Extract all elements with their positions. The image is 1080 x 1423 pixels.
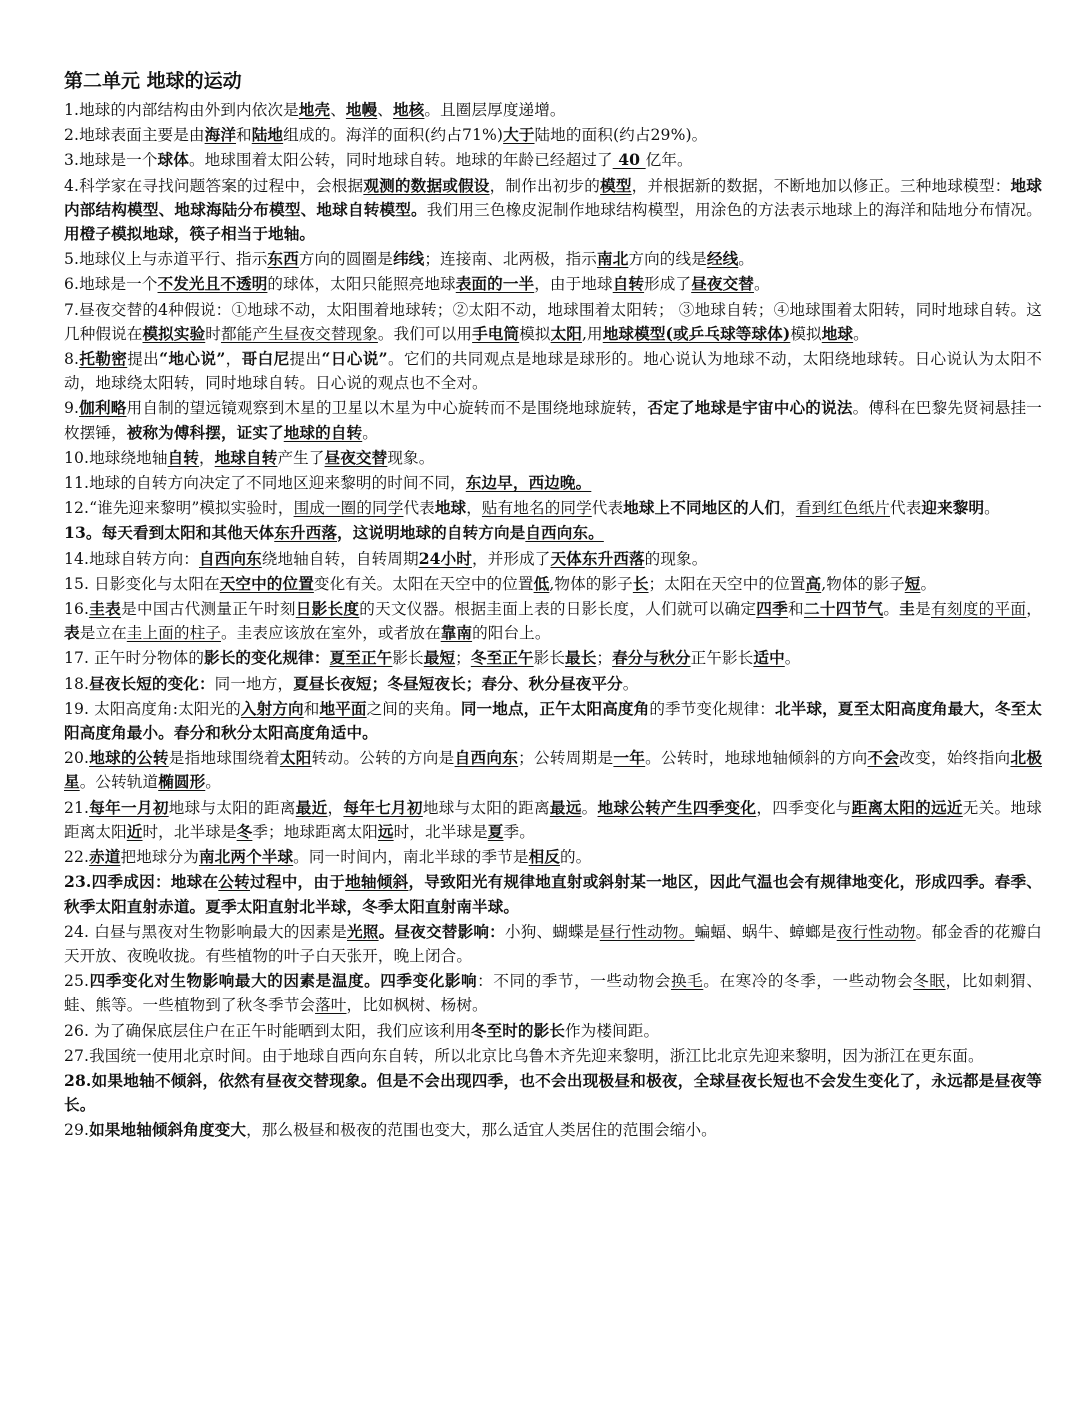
- text-segment: ，那么极昼和极夜的范围也变大，那么适宜人类居住的范围会缩小。: [246, 1121, 717, 1140]
- text-segment: 过程中，由于: [250, 872, 346, 892]
- text-segment: 作为楼间距。: [564, 1021, 660, 1040]
- text-segment: 6.地球是一个: [64, 275, 158, 294]
- text-segment: 东升西落: [274, 523, 338, 543]
- text-segment: ，: [225, 350, 242, 369]
- text-segment: 。公转轨道: [79, 773, 159, 792]
- text-segment: 东边早，西边晚。: [465, 473, 592, 493]
- text-segment: 地球与太阳的距离: [422, 798, 550, 817]
- text-segment: 影长: [533, 649, 566, 668]
- list-item: [64, 845, 1042, 869]
- text-segment: 26. 为了确保底层住户在正午时能晒到太阳，我们应该利用: [64, 1021, 471, 1040]
- text-segment: 19. 太阳高度角:太阳光的: [64, 699, 241, 718]
- text-segment: 转动。公转的方向是: [311, 749, 455, 768]
- text-segment: 入射方向: [240, 698, 304, 718]
- text-segment: 模型: [600, 175, 632, 195]
- text-segment: 变化有关。太阳在天空中的位置: [313, 574, 534, 593]
- text-segment: 托勒密: [79, 349, 128, 369]
- text-segment: 地球上不同地区的人们: [623, 498, 781, 518]
- text-segment: 之间的夹角。: [366, 699, 461, 718]
- text-segment: “地心说”: [159, 349, 226, 369]
- text-segment: 。圭表应该放在室外，或者放在: [220, 624, 441, 643]
- list-item: [64, 572, 1042, 596]
- text-segment: 地球内部结构模型、地球海陆分布模型、地球自转模型。: [64, 175, 1042, 219]
- text-segment: 代表: [890, 499, 922, 518]
- text-segment: 14.地球自转方向：: [64, 549, 199, 568]
- list-item: [64, 697, 1042, 745]
- list-item: [64, 123, 1042, 147]
- text-segment: 组成的。海洋的面积(约占71%): [283, 126, 504, 145]
- text-segment: 。: [738, 250, 754, 269]
- text-segment: ；: [455, 649, 471, 668]
- text-segment: 北半球，夏至太阳高度角最大，冬至太阳高度角最小。春分和秋分太阳高度角适中。: [64, 698, 1042, 743]
- text-segment: 贴有地名的同学: [481, 499, 592, 518]
- text-segment: 季。: [503, 822, 535, 841]
- text-segment: 模拟: [519, 324, 551, 343]
- text-segment: 12.“谁先迎来黎明”模拟实验时，: [64, 499, 294, 518]
- text-segment: 7.昼夜交替的4种假说：①地球不动，太阳围着地球转；②太阳不动，地球围着太阳转； ③地球自转；④地球围着太阳转，同时地球自转。这几种假说在: [64, 300, 1042, 343]
- text-segment: 和: [788, 600, 804, 619]
- text-segment: 的现象。: [644, 549, 708, 568]
- text-segment: ，: [1026, 600, 1042, 619]
- text-segment: 海洋: [204, 125, 237, 145]
- text-segment: 地球与太阳的距离: [168, 798, 296, 817]
- text-segment: 时，北半球是: [393, 822, 488, 841]
- list-item: [64, 148, 1042, 172]
- text-segment: 。: [622, 674, 639, 693]
- list-item: [64, 272, 1042, 296]
- list-item: [64, 471, 1042, 495]
- text-segment: 长: [632, 573, 649, 593]
- text-segment: 。同一时间内，南北半球的季节是: [293, 848, 529, 867]
- text-segment: 和: [303, 699, 320, 718]
- text-segment: 地球自转: [214, 447, 278, 467]
- unit-title: 第二单元 地球的运动: [64, 70, 242, 92]
- text-segment: ,物体的影子: [821, 574, 905, 593]
- text-segment: 40: [612, 150, 646, 170]
- text-segment: 18.: [64, 674, 90, 693]
- text-segment: 每年七月初: [343, 797, 423, 817]
- text-segment: 代表: [403, 499, 435, 518]
- list-item: [64, 247, 1042, 271]
- text-segment: ，: [780, 499, 796, 518]
- text-segment: 冬至正午: [470, 648, 534, 668]
- text-segment: 夏: [487, 821, 504, 841]
- text-segment: 现象。: [387, 448, 435, 467]
- text-segment: 球体: [157, 150, 189, 170]
- text-segment: 东西: [267, 249, 299, 269]
- text-segment: 23.四季成因：地球在: [64, 872, 219, 892]
- text-segment: 方向的圆圈是: [298, 250, 393, 269]
- text-segment: 4.科学家在寻找问题答案的过程中，会根据: [64, 176, 364, 195]
- text-segment: 20.: [64, 749, 90, 768]
- list-item: [64, 969, 1042, 1017]
- text-segment: 。: [984, 499, 1000, 518]
- text-segment: ；公转周期是: [518, 749, 614, 768]
- list-item: [64, 174, 1042, 247]
- text-segment: 近: [126, 821, 143, 841]
- text-segment: ，并根据新的数据，不断地加以修正。三种地球模型：: [631, 176, 1011, 195]
- text-segment: 和: [236, 126, 252, 145]
- text-segment: 是: [915, 600, 932, 619]
- text-segment: 北极星: [64, 748, 1043, 792]
- list-item: [64, 98, 1042, 122]
- text-segment: 3.地球是一个: [64, 151, 158, 170]
- text-segment: 四季变化对生物影响最大的因素是温度。四季变化影响: [89, 971, 478, 991]
- text-segment: 表面的一半: [455, 274, 535, 294]
- list-item: [64, 521, 1042, 545]
- text-segment: 29.: [64, 1121, 90, 1140]
- text-segment: 改变，始终指向: [899, 749, 1011, 768]
- text-segment: 1.地球的内部结构由外到内依次是: [64, 101, 299, 119]
- text-segment: 。: [883, 600, 900, 619]
- text-segment: 小狗、蝴蝶是: [504, 922, 600, 941]
- text-segment: 换毛: [670, 972, 704, 991]
- text-segment: ，导致阳光有规律地直射或斜射某一地区，因此气温也会有规律地变化，形成四季。春季、秋季太阳直射赤道。夏季太阳直射北半球，冬季太阳直射南半球。: [64, 872, 1042, 916]
- text-segment: 距离太阳的远近: [851, 797, 963, 817]
- text-segment: 产生了: [277, 448, 325, 467]
- text-segment: 。郁金香的花瓣白天开放、夜晚收拢。有些植物的叶子白天张开，晚上闭合。: [64, 922, 1042, 965]
- text-segment: 纬线: [392, 249, 425, 269]
- text-segment: ，比如枫树、杨树。: [346, 996, 488, 1015]
- text-segment: 蝙蝠、蜗牛、蟑螂是: [694, 922, 837, 941]
- text-segment: 16.: [64, 600, 90, 619]
- text-segment: 。且圈层厚度递增。: [424, 101, 566, 119]
- text-segment: 时: [205, 324, 221, 343]
- text-segment: 一年: [613, 748, 646, 768]
- list-item: [64, 920, 1042, 968]
- list-item: [64, 646, 1042, 670]
- text-segment: ,物体的影子: [549, 574, 633, 593]
- text-segment: 是中国古代测量正午时刻: [121, 600, 296, 619]
- text-segment: 自西向东: [454, 748, 519, 768]
- list-item: [64, 1019, 1042, 1043]
- text-segment: 5.地球仪上与赤道平行、指示: [64, 250, 268, 269]
- text-segment: ；连接南、北两极，指示: [424, 250, 597, 269]
- text-segment: 。昼夜交替影响：: [378, 921, 505, 941]
- list-item: [64, 347, 1042, 395]
- text-segment: 太阳: [550, 323, 582, 343]
- text-segment: 不会: [867, 748, 900, 768]
- text-segment: 用橙子模拟地球，筷子相当于地轴。: [64, 224, 316, 244]
- list-item: [64, 547, 1042, 571]
- text-segment: 自西向东: [198, 548, 262, 568]
- text-segment: 9.: [64, 399, 80, 418]
- text-segment: 昼行性动物。: [599, 922, 695, 941]
- text-segment: 、: [377, 101, 393, 119]
- text-segment: 否定了地球是宇宙中心的说法: [647, 398, 853, 418]
- text-segment: 的阳台上。: [472, 624, 551, 643]
- text-segment: ，: [327, 798, 344, 817]
- text-segment: 24. 白昼与黑夜对生物影响最大的因素是: [64, 922, 347, 941]
- text-segment: 地壳: [298, 100, 331, 119]
- text-segment: 地核: [392, 100, 425, 119]
- text-segment: 。: [853, 324, 869, 343]
- text-segment: 如果地轴倾斜角度变大: [89, 1120, 247, 1140]
- text-segment: 地球: [821, 323, 854, 343]
- text-segment: 亿年。: [645, 151, 693, 170]
- text-segment: 。: [581, 798, 598, 817]
- list-item: [64, 298, 1042, 346]
- text-segment: 最近: [295, 797, 328, 817]
- text-segment: 。公转时，地球地轴倾斜的方向: [645, 749, 868, 768]
- text-segment: 冬至时的影长: [470, 1020, 565, 1040]
- text-segment: 24小时: [418, 548, 472, 568]
- text-segment: 昼夜交替: [691, 274, 754, 294]
- text-segment: 都能产生昼夜交替现象: [220, 324, 378, 343]
- text-segment: ，并形成了: [472, 549, 551, 568]
- list-item: [64, 1044, 1042, 1068]
- text-segment: 看到红色纸片: [795, 499, 890, 518]
- text-segment: ,用: [581, 324, 603, 343]
- text-segment: 陆地: [251, 125, 284, 145]
- text-segment: 提出: [289, 350, 322, 369]
- text-segment: 太阳: [279, 748, 312, 768]
- text-segment: 相反: [528, 847, 560, 867]
- text-segment: 大于: [503, 125, 535, 145]
- text-segment: 高: [805, 573, 822, 593]
- text-segment: 的季节变化规律：: [649, 699, 775, 718]
- text-segment: 夏昼长夜短；冬昼短夜长；春分、秋分昼夜平分: [293, 673, 623, 693]
- text-segment: 南北两个半球: [198, 847, 294, 867]
- text-segment: 。它们的共同观点是地球是球形的。地心说认为地球不动，太阳绕地球转。日心说认为太阳不动，地球绕太阳转，同时地球自转。日心说的观点也不全对。: [64, 350, 1042, 393]
- text-segment: ，: [466, 499, 482, 518]
- text-segment: 。: [205, 773, 221, 792]
- list-item: [64, 597, 1042, 645]
- text-segment: 短: [904, 573, 921, 593]
- text-segment: 正午影长: [690, 649, 754, 668]
- text-segment: 我们用三色橡皮泥制作地球结构模型，用涂色的方法表示地球上的海洋和陆地分布情况。: [426, 200, 1042, 219]
- text-segment: 27.我国统一使用北京时间。由于地球自西向东自转，所以北京比乌鲁木齐先迎来黎明，浙江比北京先迎来黎明，因为浙江在更东面。: [64, 1046, 984, 1065]
- text-segment: 。: [920, 574, 937, 593]
- text-segment: 迎来黎明: [921, 498, 985, 518]
- text-segment: 模拟: [790, 324, 822, 343]
- text-segment: 不发光且不透明: [157, 274, 268, 294]
- text-segment: 17. 正午时分物体的: [64, 649, 205, 668]
- text-segment: 四季: [756, 599, 789, 619]
- text-segment: ，比如刺猬、蛙、熊等。一些植物到了秋冬季节会: [64, 972, 1043, 1015]
- text-segment: 。在寒冷的冬季，一些动物会: [703, 972, 914, 991]
- list-item: [64, 1069, 1042, 1117]
- text-segment: 地球: [434, 498, 467, 518]
- text-segment: ；太阳在天空中的位置: [648, 574, 806, 593]
- text-segment: 、: [330, 101, 346, 119]
- text-segment: 的球体，太阳只能照亮地球: [267, 275, 456, 294]
- text-segment: 同一地点，正午太阳高度角: [460, 698, 650, 718]
- knowledge-list: [64, 98, 1042, 1143]
- text-segment: 地球的自转: [283, 422, 363, 442]
- text-segment: 落叶: [315, 996, 347, 1015]
- text-segment: ，由于地球: [534, 275, 613, 294]
- text-segment: 远: [377, 821, 394, 841]
- list-item: [64, 396, 1042, 444]
- text-segment: 靠南: [440, 623, 473, 643]
- text-segment: 提出: [127, 350, 160, 369]
- text-segment: 圭上面的柱子: [126, 624, 221, 643]
- text-segment: 地幔: [345, 100, 378, 119]
- text-segment: 无关。地球距离太阳: [64, 798, 1042, 841]
- text-segment: 每年一月初: [89, 797, 169, 817]
- text-segment: ；: [596, 649, 613, 668]
- text-segment: 8.: [64, 350, 80, 369]
- text-segment: 地球模型(或乒乓球等球体): [602, 323, 791, 343]
- text-segment: ，这说明地球的自转方向是: [337, 523, 526, 543]
- text-segment: 模拟实验: [142, 323, 206, 343]
- text-segment: 自转: [612, 274, 645, 294]
- list-item: [64, 796, 1042, 844]
- text-segment: 低: [533, 573, 550, 593]
- text-segment: 观测的数据或假设: [363, 175, 490, 195]
- text-segment: 昼夜长短的变化：: [89, 673, 215, 693]
- text-segment: 地平面: [319, 698, 367, 718]
- list-item: [64, 672, 1042, 696]
- text-segment: 把地球分为: [120, 848, 199, 867]
- text-segment: 圭表: [89, 599, 122, 619]
- text-segment: 28.如果地轴不倾斜，依然有昼夜交替现象。但是不会出现四季，也不会出现极昼和极夜，全球昼夜长短也不会发生变化了，永远都是昼夜等长。: [64, 1070, 1042, 1115]
- text-segment: 的。: [559, 848, 592, 867]
- text-segment: 。: [753, 275, 770, 294]
- text-segment: 影长的变化规律：: [204, 648, 330, 668]
- text-segment: 用自制的望远镜观察到木星的卫星以木星为中心旋转而不是围绕地球旋转，: [126, 399, 648, 418]
- text-segment: 方向的线是: [628, 250, 707, 269]
- text-segment: 赤道: [89, 847, 121, 867]
- text-segment: 手电筒: [472, 323, 520, 343]
- text-segment: 2.地球表面主要是由: [64, 126, 205, 145]
- text-segment: 昼夜交替: [324, 447, 388, 467]
- text-segment: 21.: [64, 798, 90, 817]
- text-segment: 影长: [392, 649, 424, 668]
- text-segment: 有刻度的平面: [931, 600, 1027, 619]
- text-segment: 冬: [236, 821, 253, 841]
- text-segment: 日影长度: [295, 599, 360, 619]
- text-segment: 最远: [549, 797, 582, 817]
- text-segment: 冬眠: [913, 972, 946, 991]
- text-segment: 25.: [64, 972, 90, 991]
- text-segment: 光照: [347, 921, 379, 941]
- text-segment: 22.: [64, 848, 90, 867]
- text-segment: 自转: [167, 447, 199, 467]
- text-segment: 。我们可以用: [377, 324, 473, 343]
- text-segment: 13。每天看到太阳和其他天体: [64, 523, 275, 543]
- text-segment: 最短: [423, 648, 456, 668]
- text-segment: 夏至正午: [329, 648, 393, 668]
- list-item: [64, 870, 1042, 918]
- text-segment: 地球的公转: [89, 748, 169, 768]
- list-item: [64, 1118, 1042, 1142]
- text-segment: 形成了: [644, 275, 692, 294]
- text-segment: 10.地球绕地轴: [64, 448, 168, 467]
- text-segment: ，制作出初步的: [489, 176, 601, 195]
- text-segment: 陆地的面积(约占29%)。: [534, 126, 708, 145]
- text-segment: 南北: [597, 249, 629, 269]
- text-segment: 表: [64, 623, 80, 643]
- text-segment: 时，北半球是: [142, 822, 237, 841]
- text-segment: 哥白尼: [241, 349, 290, 369]
- text-segment: 围成一圈的同学: [293, 499, 404, 518]
- text-segment: 代表: [591, 499, 624, 518]
- text-segment: 最长: [565, 648, 597, 668]
- text-segment: ：不同的季节，一些动物会: [477, 972, 671, 991]
- text-segment: 地球公转产生四季变化: [597, 797, 757, 817]
- text-segment: 适中: [753, 648, 785, 668]
- text-segment: 同一地方，: [214, 674, 294, 693]
- text-segment: 11.地球的自转方向决定了不同地区迎来黎明的时间不同，: [64, 474, 466, 493]
- text-segment: 。地球围着太阳公转，同时地球自转。地球的年龄已经超过了: [188, 151, 613, 170]
- text-segment: 圭: [899, 599, 916, 619]
- text-segment: 是指地球围绕着: [168, 749, 280, 768]
- text-segment: 地轴倾斜: [345, 872, 409, 892]
- text-segment: 公转: [218, 872, 251, 892]
- text-segment: ，: [198, 448, 215, 467]
- text-segment: “日心说”: [321, 349, 388, 369]
- text-segment: 伽利略: [79, 398, 127, 418]
- text-segment: 夜行性动物: [836, 922, 916, 941]
- text-segment: 。: [784, 649, 801, 668]
- list-item: [64, 746, 1042, 794]
- text-segment: 天空中的位置: [219, 573, 314, 593]
- text-segment: 经线: [706, 249, 739, 269]
- text-segment: 春分与秋分: [612, 648, 691, 668]
- text-segment: 二十四节气: [803, 599, 884, 619]
- text-segment: ，四季变化与: [756, 798, 852, 817]
- text-segment: 天体东升西落: [550, 548, 645, 568]
- text-segment: 的天文仪器。根据圭面上表的日影长度，人们就可以确定: [359, 600, 757, 619]
- text-segment: 。: [362, 423, 378, 442]
- list-item: [64, 446, 1042, 470]
- text-segment: 是立在: [79, 624, 127, 643]
- text-segment: 被称为傅科摆，证实了: [126, 422, 284, 442]
- list-item: [64, 496, 1042, 520]
- text-segment: 椭圆形: [158, 772, 206, 792]
- text-segment: 季；地球距离太阳: [252, 822, 378, 841]
- text-segment: 自西向东。: [525, 523, 604, 543]
- text-segment: 。傅科在巴黎先贤祠悬挂一枚摆锤，: [64, 399, 1042, 442]
- text-segment: 绕地轴自转，自转周期: [261, 549, 419, 568]
- text-segment: 15. 日影变化与太阳在: [64, 574, 220, 593]
